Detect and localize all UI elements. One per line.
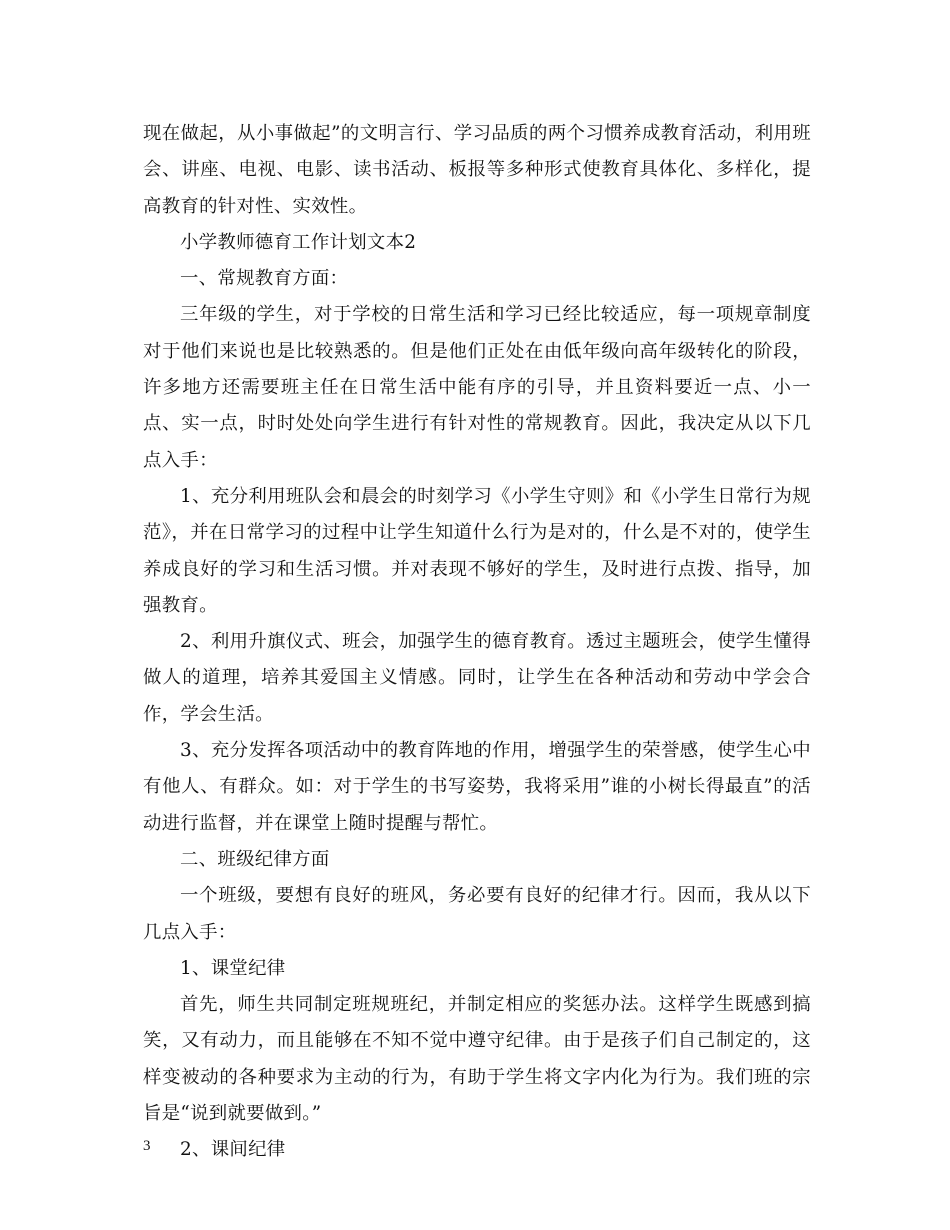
- subsection-heading: 1、课堂纪律: [180, 957, 286, 979]
- subsection-heading: 2、课间纪律: [180, 1139, 286, 1161]
- paragraph: 三年级的学生，对于学校的日常生活和学习已经比较适应，每一项规章制度对于他们来说也是比较熟悉的。但是他们正处在由低年级向高年级转化的阶段，许多地方还需要班主任在日常生活中能有序的引导，并且资料要近一点、小一点、实一点，时时处处向学生进行有针对性的常规教育。因此，我决定从以下几点入手：: [143, 304, 811, 471]
- paragraph: 2、利用升旗仪式、班会，加强学生的德育教育。透过主题班会，使学生懂得做人的道理，培养其爱国主义情感。同时，让学生在各种活动和劳动中学会合作，学会生活。: [143, 631, 811, 725]
- paragraph: 首先，师生共同制定班规班纪，并制定相应的奖惩办法。这样学生既感到搞笑，又有动力，而且能够在不知不觉中遵守纪律。由于是孩子们自己制定的，这样变被动的各种要求为主动的行为，有助于学生将文字内化为行为。我们班的宗旨是“说到就要做到。”: [143, 994, 811, 1125]
- page-number: 3: [143, 1138, 151, 1154]
- section-heading: 二、班级纪律方面: [180, 848, 330, 870]
- paragraph: 一个班级，要想有良好的班风，务必要有良好的纪律才行。因而，我从以下几点入手：: [143, 885, 811, 943]
- document-body: [143, 116, 811, 1169]
- section-title: 小学教师德育工作计划文本2: [180, 231, 417, 253]
- section-heading: 一、常规教育方面：: [180, 268, 349, 290]
- paragraph: 3、充分发挥各项活动中的教育阵地的作用，增强学生的荣誉感，使学生心中有他人、有群众。如：对于学生的书写姿势，我将采用”谁的小树长得最直”的活动进行监督，并在课堂上随时提醒与帮忙。: [143, 740, 811, 834]
- paragraph: 现在做起，从小事做起”的文明言行、学习品质的两个习惯养成教育活动，利用班会、讲座、电视、电影、读书活动、板报等多种形式使教育具体化、多样化，提高教育的针对性、实效性。: [143, 123, 811, 217]
- paragraph: 1、充分利用班队会和晨会的时刻学习《小学生守则》和《小学生日常行为规范》，并在日常学习的过程中让学生知道什么行为是对的，什么是不对的，使学生养成良好的学习和生活习惯。并对表现不够好的学生，及时进行点拨、指导，加强教育。: [143, 485, 811, 616]
